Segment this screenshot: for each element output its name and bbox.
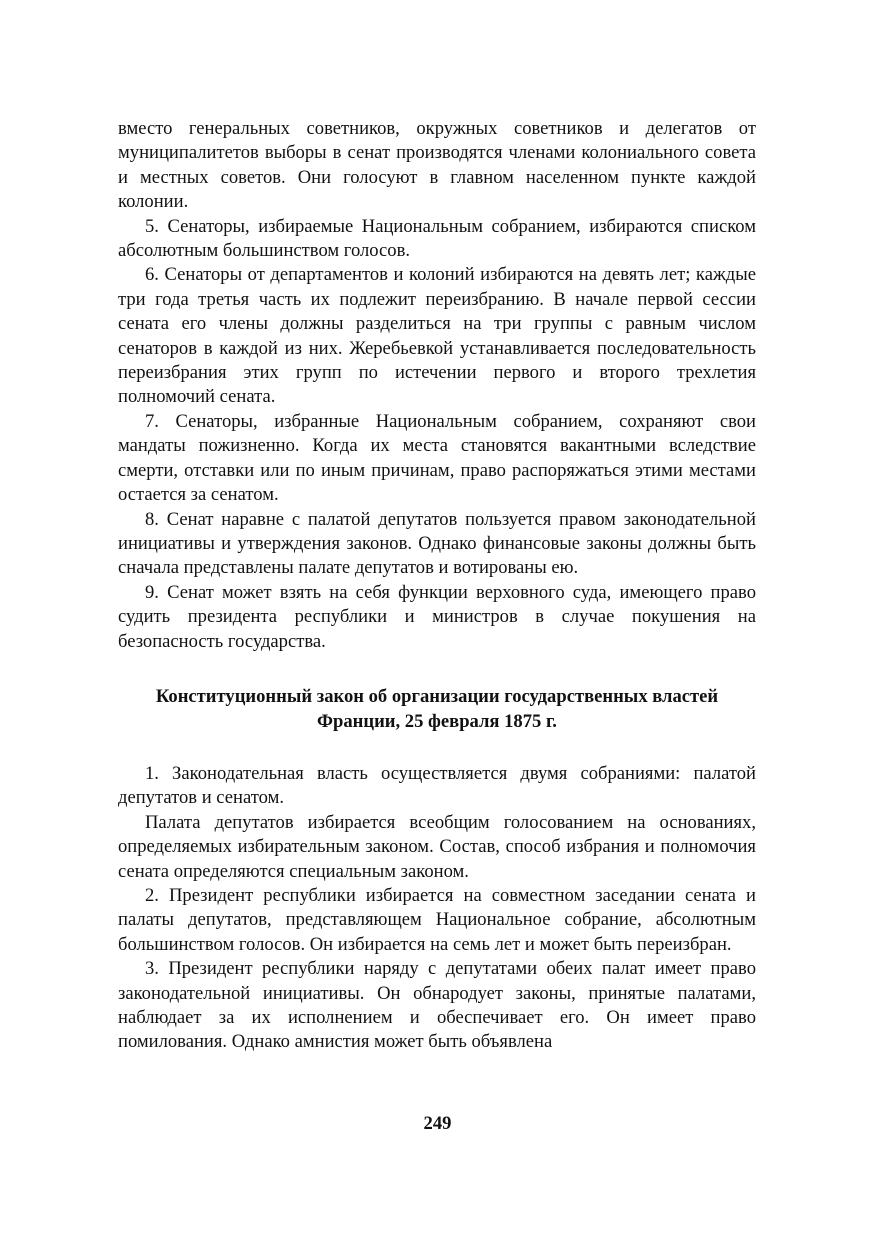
- paragraph-law-article-3: 3. Президент республики наряду с депутатами обеих палат имеет право законодательной инициативы. Он обнародует законы, принятые палатами, наблюдает за их исполнением и обеспечивает его. Он имеет право помилования. Однако амнистия может быть объявлена: [118, 958, 756, 1053]
- paragraph-law-article-1: 1. Законодательная власть осуществляется двумя собраниями: палатой депутатов и сенатом.: [118, 762, 756, 809]
- paragraph-article-7: 7. Сенаторы, избранные Национальным собранием, сохраняют свои мандаты пожизненно. Когда их места становятся вакантными вследствие смерти, отставки или по иным причинам, право распоряжаться этими местами остается за сенатом.: [118, 410, 756, 506]
- heading-spacer: [118, 734, 756, 762]
- page-number: 249: [423, 1113, 452, 1134]
- paragraph-law-article-2: 2. Президент республики избирается на совместном заседании сената и палаты депутатов, представляющем Национальное собрание, абсолютным большинством голосов. Он избирается на семь лет и может быть переизбран.: [118, 884, 756, 955]
- page-text: [118, 117, 756, 1055]
- paragraph-article-5: 5. Сенаторы, избираемые Национальным собранием, избираются списком абсолютным большинством голосов.: [118, 215, 756, 262]
- paragraph-article-6: 6. Сенаторы от департаментов и колоний избираются на девять лет; каждые три года третья часть их подлежит переизбранию. В начале первой сессии сената его члены должны разделиться на три группы с равным числом сенаторов в каждой из них. Жеребьевкой устанавливается последовательность переизбрания этих групп по истечении первого и второго трехлетия полномочий сената.: [118, 264, 756, 408]
- paragraph-law-chamber: Палата депутатов избирается всеобщим голосованием на основаниях, определяемых избирательным законом. Состав, способ избрания и полномочия сената определяются специальным законом.: [118, 811, 756, 882]
- section-heading-line-1: Конституционный закон об организации государственных властей: [155, 685, 719, 707]
- paragraph-continuation: вместо генеральных советников, окружных советников и делегатов от муниципалитетов выборы в сенат производятся членами колониального совета и местных советов. Они голосуют в главном населенном пункте каждой колонии.: [118, 118, 756, 213]
- section-heading: [118, 684, 756, 734]
- section-heading-line-2: Франции, 25 февраля 1875 г.: [317, 710, 557, 732]
- paragraph-article-8: 8. Сенат наравне с палатой депутатов пользуется правом законодательной инициативы и утверждения законов. Однако финансовые законы должны быть сначала представлены палате депутатов и вотированы ею.: [118, 508, 756, 579]
- paragraph-article-9: 9. Сенат может взять на себя функции верховного суда, имеющего право судить президента республики и министров в случае покушения на безопасность государства.: [118, 581, 756, 652]
